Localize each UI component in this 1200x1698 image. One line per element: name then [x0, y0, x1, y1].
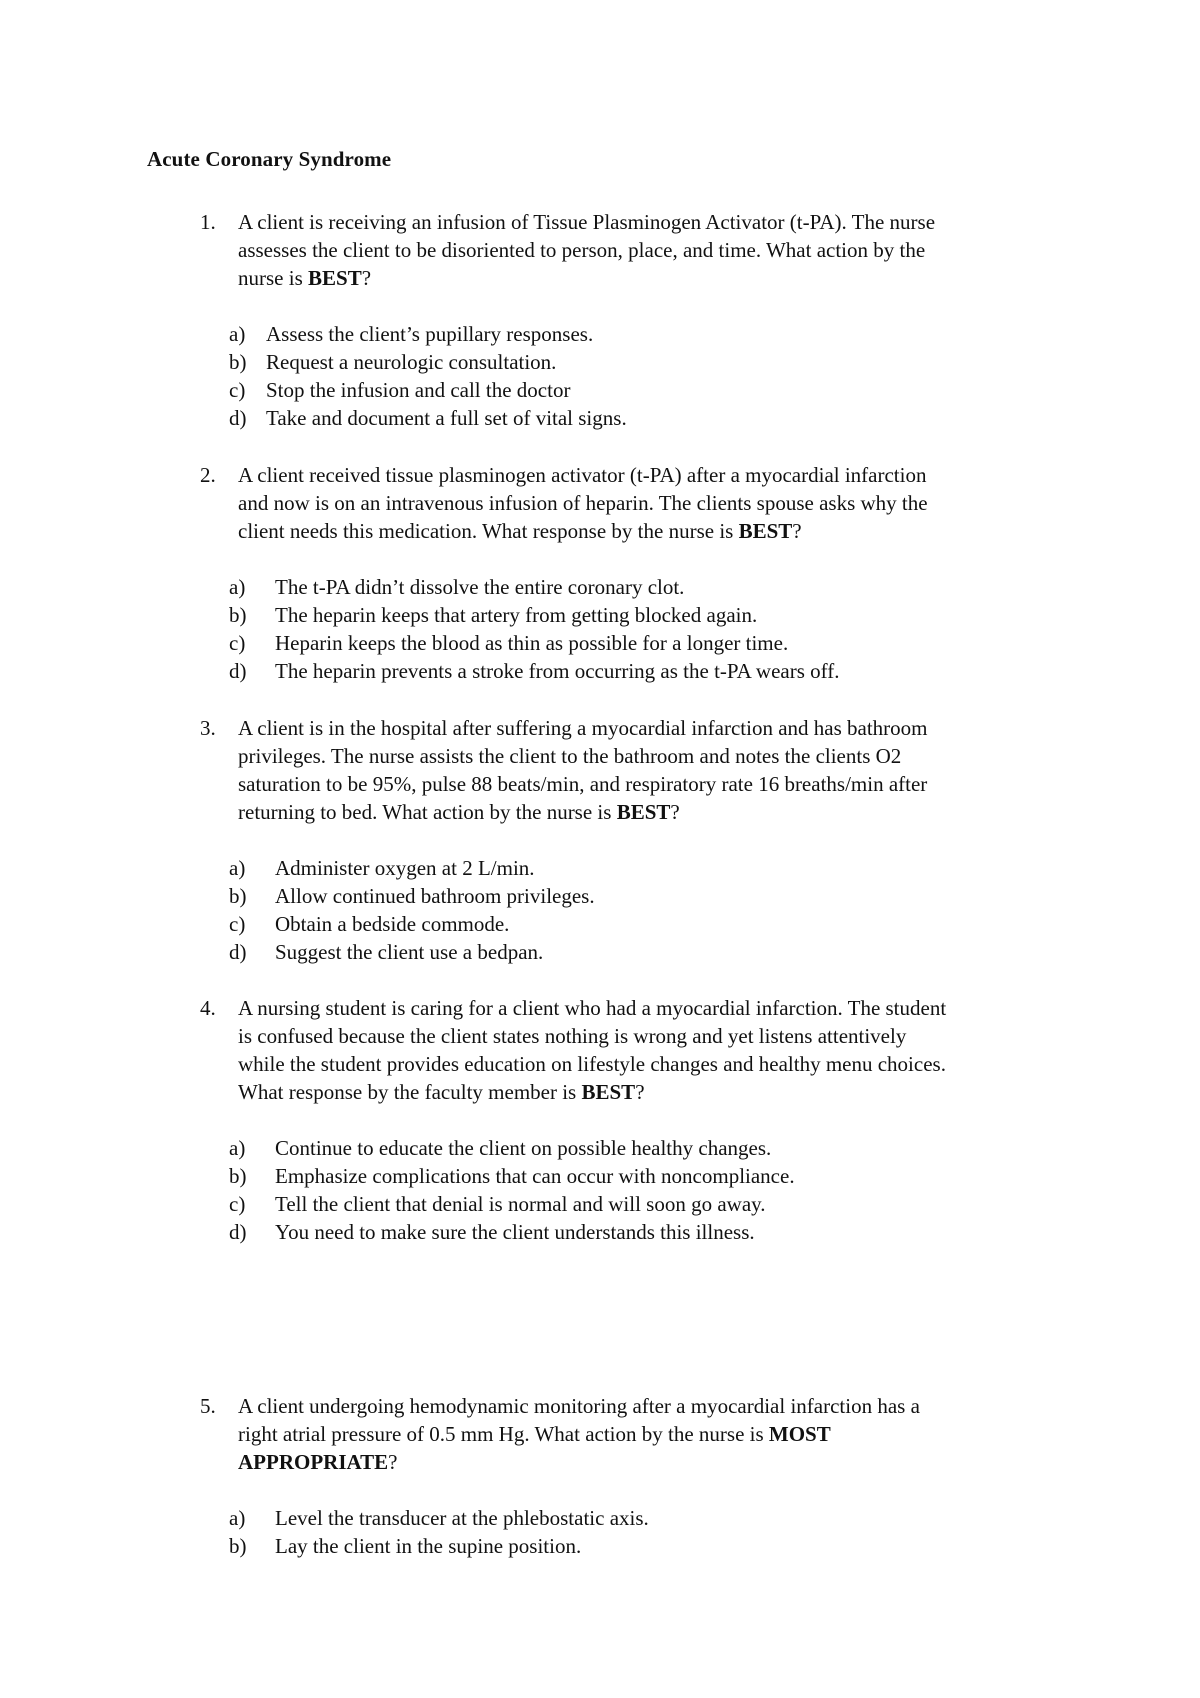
question-number: 2.	[200, 463, 216, 487]
option-letter: a)	[229, 322, 246, 346]
option-text: Heparin keeps the blood as thin as possible for a longer time.	[275, 631, 789, 655]
answer-option	[0, 601, 1200, 629]
question-stem	[238, 714, 1068, 826]
option-text: Lay the client in the supine position.	[275, 1534, 582, 1558]
option-letter: d)	[229, 940, 247, 964]
question-stem-line	[238, 770, 1068, 798]
answer-option	[0, 938, 1200, 966]
option-letter: d)	[229, 659, 247, 683]
option-text: Administer oxygen at 2 L/min.	[275, 856, 535, 880]
option-letter: b)	[229, 884, 247, 908]
option-letter: c)	[229, 378, 246, 402]
question-stem	[238, 1392, 1068, 1476]
answer-option	[0, 629, 1200, 657]
option-letter: a)	[229, 1506, 246, 1530]
stem-text: and now is on an intravenous infusion of heparin. The clients spouse asks why the	[238, 491, 928, 515]
stem-emphasis: MOST	[768, 1422, 831, 1446]
stem-text: right atrial pressure of 0.5 mm Hg. What action by the nurse is	[238, 1422, 769, 1446]
answer-option	[0, 376, 1200, 404]
answer-option	[0, 882, 1200, 910]
answer-options	[0, 1504, 1200, 1560]
question-stem	[238, 994, 1068, 1106]
answer-option	[0, 320, 1200, 348]
answer-options	[0, 1134, 1200, 1246]
option-text: Emphasize complications that can occur with noncompliance.	[275, 1164, 795, 1188]
option-letter: c)	[229, 631, 246, 655]
option-text: The heparin prevents a stroke from occurring as the t-PA wears off.	[275, 659, 840, 683]
stem-emphasis: BEST	[308, 266, 362, 290]
stem-emphasis: BEST	[616, 800, 671, 824]
question-stem-line	[238, 264, 1068, 292]
answer-option	[0, 404, 1200, 432]
option-letter: a)	[229, 1136, 246, 1160]
stem-text: while the student provides education on lifestyle changes and healthy menu choices.	[238, 1052, 946, 1076]
option-letter: c)	[229, 912, 246, 936]
question-stem-line	[238, 461, 1068, 489]
option-text: Continue to educate the client on possible healthy changes.	[275, 1136, 772, 1160]
question-stem-line	[238, 798, 1068, 826]
answer-option	[0, 657, 1200, 685]
stem-text: is confused because the client states nothing is wrong and yet listens attentively	[238, 1024, 907, 1048]
answer-option	[0, 854, 1200, 882]
question-number: 1.	[200, 210, 216, 234]
stem-punctuation: ?	[388, 1450, 398, 1474]
option-letter: b)	[229, 1164, 247, 1188]
answer-option	[0, 1218, 1200, 1246]
stem-text: A client undergoing hemodynamic monitoring after a myocardial infarction has a	[238, 1394, 920, 1418]
answer-options	[0, 854, 1200, 966]
answer-options	[0, 573, 1200, 685]
question-stem-line	[238, 517, 1068, 545]
option-text: Stop the infusion and call the doctor	[266, 378, 571, 402]
option-letter: a)	[229, 856, 246, 880]
answer-options	[0, 320, 1200, 432]
document-title: Acute Coronary Syndrome	[147, 147, 392, 171]
stem-text: privileges. The nurse assists the client to the bathroom and notes the clients O2	[238, 744, 902, 768]
question-number: 3.	[200, 716, 216, 740]
stem-text: A nursing student is caring for a client who had a myocardial infarction. The student	[238, 996, 947, 1020]
question-stem-line	[238, 994, 1068, 1022]
option-text: Tell the client that denial is normal and will soon go away.	[275, 1192, 766, 1216]
option-text: Suggest the client use a bedpan.	[275, 940, 544, 964]
option-text: Level the transducer at the phlebostatic axis.	[275, 1506, 649, 1530]
option-letter: b)	[229, 603, 247, 627]
question-stem-line	[238, 208, 1068, 236]
option-letter: b)	[229, 1534, 247, 1558]
stem-punctuation: ?	[670, 800, 680, 824]
question-stem-line	[238, 489, 1068, 517]
question-stem-line	[238, 1050, 1068, 1078]
option-letter: c)	[229, 1192, 246, 1216]
option-letter: d)	[229, 406, 247, 430]
stem-text: saturation to be 95%, pulse 88 beats/min, and respiratory rate 16 breaths/min after	[238, 772, 928, 796]
stem-text: A client received tissue plasminogen activator (t-PA) after a myocardial infarction	[238, 463, 927, 487]
question-stem-line	[238, 1022, 1068, 1050]
stem-text: client needs this medication. What response by the nurse is	[238, 519, 739, 543]
question-stem-line	[238, 1420, 1068, 1448]
question-number: 5.	[200, 1394, 216, 1418]
option-text: You need to make sure the client understands this illness.	[275, 1220, 755, 1244]
stem-emphasis: BEST	[738, 519, 793, 543]
stem-text: A client is in the hospital after suffering a myocardial infarction and has bathroom	[238, 716, 928, 740]
answer-option	[0, 1134, 1200, 1162]
option-text: Request a neurologic consultation.	[266, 350, 557, 374]
stem-text: What response by the faculty member is	[238, 1080, 582, 1104]
stem-text: assesses the client to be disoriented to person, place, and time. What action by the	[238, 238, 926, 262]
answer-option	[0, 910, 1200, 938]
stem-emphasis: BEST	[581, 1080, 636, 1104]
answer-option	[0, 1504, 1200, 1532]
option-letter: b)	[229, 350, 247, 374]
stem-text: A client is receiving an infusion of Tissue Plasminogen Activator (t-PA). The nurse	[238, 210, 936, 234]
option-letter: a)	[229, 575, 246, 599]
question-stem-line	[238, 1078, 1068, 1106]
option-letter: d)	[229, 1220, 247, 1244]
question-stem-line	[238, 1392, 1068, 1420]
question-stem	[238, 208, 1068, 292]
question-number: 4.	[200, 996, 216, 1020]
option-text: Allow continued bathroom privileges.	[275, 884, 595, 908]
option-text: The t-PA didn’t dissolve the entire coronary clot.	[275, 575, 685, 599]
answer-option	[0, 348, 1200, 376]
option-text: The heparin keeps that artery from getting blocked again.	[275, 603, 758, 627]
option-text: Assess the client’s pupillary responses.	[266, 322, 594, 346]
answer-option	[0, 1162, 1200, 1190]
option-text: Obtain a bedside commode.	[275, 912, 510, 936]
stem-punctuation: ?	[792, 519, 802, 543]
question-stem-line	[238, 742, 1068, 770]
stem-text: nurse is	[238, 266, 308, 290]
question-stem-line	[238, 714, 1068, 742]
question-stem-line	[238, 1448, 1068, 1476]
option-text: Take and document a full set of vital signs.	[266, 406, 627, 430]
stem-punctuation: ?	[361, 266, 372, 290]
answer-option	[0, 573, 1200, 601]
question-stem	[238, 461, 1068, 545]
answer-option	[0, 1532, 1200, 1560]
answer-option	[0, 1190, 1200, 1218]
stem-text: returning to bed. What action by the nurse is	[238, 800, 617, 824]
stem-emphasis: APPROPRIATE	[238, 1450, 389, 1474]
stem-punctuation: ?	[635, 1080, 645, 1104]
question-stem-line	[238, 236, 1068, 264]
